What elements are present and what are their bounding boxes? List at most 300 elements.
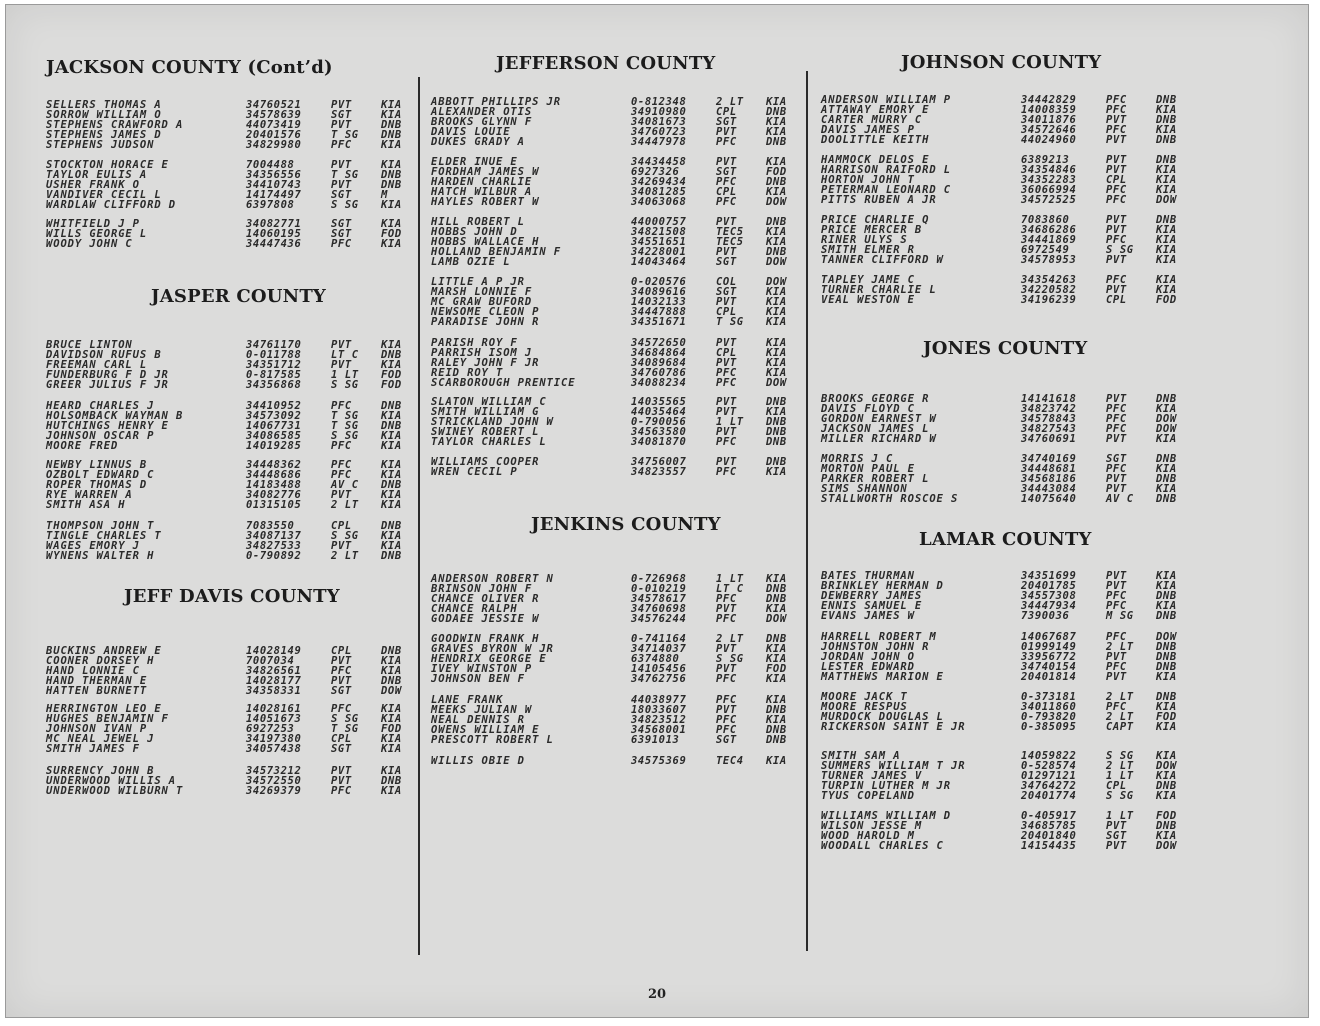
serial-number: 34351699 xyxy=(1021,570,1077,582)
status: DNB xyxy=(766,415,787,428)
rank: PVT xyxy=(1106,670,1127,683)
rank: TEC4 xyxy=(716,755,744,767)
status: DOW xyxy=(1156,631,1177,643)
serial-number: 34760691 xyxy=(1021,432,1077,445)
serial-number: 34447888 xyxy=(631,305,687,318)
casualty-row xyxy=(46,138,416,151)
rank: CAPT xyxy=(1106,720,1134,733)
rank: S SG xyxy=(1106,243,1134,256)
entry-group xyxy=(431,635,816,684)
entry-group xyxy=(821,276,1191,306)
rank: PVT xyxy=(716,405,737,418)
status: KIA xyxy=(381,218,402,230)
serial-number: 34441869 xyxy=(1021,233,1077,246)
serial-number: 34568186 xyxy=(1021,472,1077,485)
rank: S SG xyxy=(331,712,359,725)
rank: PVT xyxy=(716,156,737,168)
serial-number: 34447934 xyxy=(1021,599,1077,612)
name: DUKES GRADY A xyxy=(431,135,525,148)
status: DNB xyxy=(1156,609,1177,622)
name: HORTON JOHN T xyxy=(821,173,915,186)
name: NEWBY LINNUS B xyxy=(46,459,148,471)
status: DNB xyxy=(766,456,787,468)
name: HATCH WILBUR A xyxy=(431,185,533,198)
serial-number: 44035464 xyxy=(631,405,687,418)
status: KIA xyxy=(766,713,787,726)
status: DNB xyxy=(381,674,402,687)
name: PARRISH ISOM J xyxy=(431,346,533,359)
status: KIA xyxy=(1156,750,1177,762)
rank: PVT xyxy=(331,159,352,171)
serial-number: 0-790892 xyxy=(246,549,302,562)
rank: SGT xyxy=(331,742,352,755)
rank: SGT xyxy=(331,684,352,697)
serial-number: 34088234 xyxy=(631,376,687,389)
rank: CPL xyxy=(1106,293,1127,306)
name: BATES THURMAN xyxy=(821,570,915,582)
status: KIA xyxy=(766,346,787,359)
name: PARISH ROY F xyxy=(431,337,518,349)
status: KIA xyxy=(766,755,787,767)
name: HOBBS WALLACE H xyxy=(431,235,540,248)
serial-number: 34573092 xyxy=(246,409,302,422)
rank: PVT xyxy=(1106,253,1127,266)
name: MOORE FRED xyxy=(46,439,119,452)
casualty-row xyxy=(821,432,1191,445)
serial-number: 34447978 xyxy=(631,135,687,148)
status: DNB xyxy=(766,175,787,188)
rank: PFC xyxy=(1106,660,1127,673)
status: KIA xyxy=(766,694,787,706)
name: HOLSOMBACK WAYMAN B xyxy=(46,409,184,422)
name: VANDIVER CECIL L xyxy=(46,188,162,201)
name: HARDEN CHARLIE xyxy=(431,175,533,188)
serial-number: 7004488 xyxy=(246,159,295,171)
name: HEARD CHARLES J xyxy=(46,400,155,412)
entry-group xyxy=(431,98,816,147)
entry-group xyxy=(46,402,416,451)
serial-number: 34827543 xyxy=(1021,422,1077,435)
status: KIA xyxy=(1156,720,1177,733)
rank: PVT xyxy=(1106,482,1127,495)
status: KIA xyxy=(1156,183,1177,196)
name: TANNER CLIFFORD W xyxy=(821,253,944,266)
status: KIA xyxy=(766,465,787,478)
rank: PVT xyxy=(331,488,352,501)
entry-group xyxy=(431,458,816,478)
serial-number: 34910980 xyxy=(631,105,687,118)
status: DNB xyxy=(1156,154,1177,166)
casualty-row xyxy=(431,376,816,389)
rank: 2 LT xyxy=(1106,640,1134,653)
entry-group xyxy=(46,161,416,210)
status: KIA xyxy=(1156,670,1177,683)
name: PITTS RUBEN A JR xyxy=(821,193,937,206)
name: CARTER MURRY C xyxy=(821,113,923,126)
casualty-row xyxy=(46,742,416,755)
name: WILLS GEORGE L xyxy=(46,227,148,240)
rank: SGT xyxy=(1106,829,1127,842)
rank: PFC xyxy=(716,713,737,726)
county-heading-jackson-county-cont-d: JACKSON COUNTY (Cont’d) xyxy=(46,57,333,78)
name: SCARBOROUGH PRENTICE xyxy=(431,376,576,389)
serial-number: 33956772 xyxy=(1021,650,1077,663)
status: KIA xyxy=(766,285,787,298)
name: WHITFIELD J P xyxy=(46,218,140,230)
entry-group xyxy=(821,633,1191,682)
rank: TEC5 xyxy=(716,225,744,238)
name: TAYLOR CHARLES L xyxy=(431,435,547,448)
status: DNB xyxy=(1156,94,1177,106)
rank: 1 LT xyxy=(1106,769,1134,782)
name: RALEY JOHN F JR xyxy=(431,356,540,369)
status: KIA xyxy=(1156,243,1177,256)
serial-number: 0-793820 xyxy=(1021,710,1077,723)
name: HUGHES BENJAMIN F xyxy=(46,712,169,725)
rank: PVT xyxy=(716,356,737,369)
name: SMITH SAM A xyxy=(821,750,901,762)
name: HAND LONNIE C xyxy=(46,664,140,677)
serial-number: 34351671 xyxy=(631,315,687,328)
rank: T SG xyxy=(331,168,359,181)
name: GODAEE JESSIE W xyxy=(431,612,540,625)
serial-number: 34740154 xyxy=(1021,660,1077,673)
rank: PVT xyxy=(716,125,737,138)
entry-group xyxy=(821,752,1191,801)
serial-number: 34082771 xyxy=(246,218,302,230)
name: TURNER JAMES V xyxy=(821,769,923,782)
status: KIA xyxy=(381,703,402,715)
name: MORTON PAUL E xyxy=(821,462,915,475)
serial-number: 34760786 xyxy=(631,366,687,379)
name: HILL ROBERT L xyxy=(431,216,525,228)
name: WILLIAMS WILLIAM D xyxy=(821,810,951,822)
status: KIA xyxy=(766,305,787,318)
status: FOD xyxy=(766,662,787,675)
status: DNB xyxy=(1156,660,1177,673)
rank: PVT xyxy=(716,703,737,716)
rank: M SG xyxy=(1106,609,1134,622)
rank: S SG xyxy=(331,198,359,211)
serial-number: 20401814 xyxy=(1021,670,1077,683)
rank: PFC xyxy=(716,592,737,605)
name: DAVIS JAMES P xyxy=(821,123,915,136)
status: DOW xyxy=(1156,193,1177,206)
status: DNB xyxy=(766,723,787,736)
status: KIA xyxy=(381,765,402,777)
status: KIA xyxy=(1156,432,1177,445)
name: SMITH ASA H xyxy=(46,498,126,511)
serial-number: 01999149 xyxy=(1021,640,1077,653)
entry-group xyxy=(821,216,1191,265)
status: KIA xyxy=(766,573,787,585)
status: KIA xyxy=(381,108,402,121)
name: SMITH ELMER R xyxy=(821,243,915,256)
status: KIA xyxy=(381,529,402,542)
status: KIA xyxy=(766,315,787,328)
serial-number: 20401576 xyxy=(246,128,302,141)
rank: PFC xyxy=(1106,631,1127,643)
status: KIA xyxy=(1156,769,1177,782)
rank: S SG xyxy=(331,529,359,542)
serial-number: 34827533 xyxy=(246,539,302,552)
casualty-row xyxy=(46,198,416,211)
column-divider-left xyxy=(418,77,420,955)
rank: SGT xyxy=(331,227,352,240)
name: PARADISE JOHN R xyxy=(431,315,540,328)
status: FOD xyxy=(381,368,402,381)
name: HAYLES ROBERT W xyxy=(431,195,540,208)
serial-number: 14174497 xyxy=(246,188,302,201)
name: FUNDERBURG F D JR xyxy=(46,368,169,381)
rank: PVT xyxy=(716,602,737,615)
rank: PVT xyxy=(1106,650,1127,663)
status: KIA xyxy=(766,295,787,308)
serial-number: 14035565 xyxy=(631,396,687,408)
rank: PFC xyxy=(331,664,352,677)
rank: PVT xyxy=(331,774,352,787)
rank: PVT xyxy=(1106,472,1127,485)
rank: PFC xyxy=(1106,599,1127,612)
name: MATTHEWS MARION E xyxy=(821,670,944,683)
serial-number: 34089684 xyxy=(631,356,687,369)
status: KIA xyxy=(1156,789,1177,802)
name: SLATON WILLIAM C xyxy=(431,396,547,408)
rank: PFC xyxy=(1106,412,1127,425)
serial-number: 34352283 xyxy=(1021,173,1077,186)
name: JACKSON JAMES L xyxy=(821,422,930,435)
name: TAYLOR EULIS A xyxy=(46,168,148,181)
serial-number: 34351712 xyxy=(246,358,302,371)
rank: PFC xyxy=(331,138,352,151)
serial-number: 34557308 xyxy=(1021,589,1077,602)
casualty-row xyxy=(821,839,1191,852)
status: KIA xyxy=(381,488,402,501)
status: KIA xyxy=(766,115,787,128)
name: LANE FRANK xyxy=(431,694,504,706)
serial-number: 34572525 xyxy=(1021,193,1077,206)
rank: 1 LT xyxy=(1106,810,1134,822)
status: KIA xyxy=(381,339,402,351)
status: KIA xyxy=(1156,599,1177,612)
serial-number: 6397808 xyxy=(246,198,295,211)
status: KIA xyxy=(766,125,787,138)
rank: PVT xyxy=(331,339,352,351)
rank: S SG xyxy=(331,378,359,391)
serial-number: 14067687 xyxy=(1021,631,1077,643)
status: DNB xyxy=(381,128,402,141)
entry-group xyxy=(821,455,1191,504)
county-heading-jenkins-county: JENKINS COUNTY xyxy=(531,514,721,535)
name: LAMB OZIE L xyxy=(431,255,511,268)
entry-group xyxy=(431,398,816,447)
casualty-row xyxy=(431,465,816,478)
entry-group xyxy=(46,341,416,390)
serial-number: 7007034 xyxy=(246,654,295,667)
status: DNB xyxy=(1156,492,1177,505)
name: WAGES EMORY J xyxy=(46,539,140,552)
name: JOHNSTON JOHN R xyxy=(821,640,930,653)
rank: PVT xyxy=(331,674,352,687)
serial-number: 34578639 xyxy=(246,108,302,121)
name: STEPHENS JUDSON xyxy=(46,138,155,151)
name: PETERMAN LEONARD C xyxy=(821,183,951,196)
casualty-row xyxy=(46,237,416,250)
name: SUMMERS WILLIAM T JR xyxy=(821,759,966,772)
serial-number: 14154435 xyxy=(1021,839,1077,852)
status: DNB xyxy=(381,178,402,191)
rank: PFC xyxy=(1106,193,1127,206)
entry-group xyxy=(431,696,816,745)
serial-number: 0-726968 xyxy=(631,573,687,585)
name: DAVIS LOUIE xyxy=(431,125,511,138)
name: WILSON JESSE M xyxy=(821,819,923,832)
rank: PFC xyxy=(716,723,737,736)
rank: 2 LT xyxy=(1106,710,1134,723)
county-heading-jefferson-county: JEFFERSON COUNTY xyxy=(496,53,716,74)
rank: PVT xyxy=(331,99,352,111)
status: FOD xyxy=(381,378,402,391)
rank: PVT xyxy=(716,396,737,408)
rank: PVT xyxy=(331,358,352,371)
rank: PFC xyxy=(331,459,352,471)
serial-number: 34760698 xyxy=(631,602,687,615)
name: TINGLE CHARLES T xyxy=(46,529,162,542)
status: KIA xyxy=(1156,173,1177,186)
serial-number: 14183488 xyxy=(246,478,302,491)
casualty-row xyxy=(431,195,816,208)
entry-group xyxy=(821,693,1191,733)
status: KIA xyxy=(1156,482,1177,495)
status: DNB xyxy=(766,633,787,645)
status: DOW xyxy=(766,255,787,268)
serial-number: 34823512 xyxy=(631,713,687,726)
entry-group xyxy=(821,96,1191,145)
serial-number: 18033607 xyxy=(631,703,687,716)
rank: PFC xyxy=(1106,274,1127,286)
serial-number: 14105456 xyxy=(631,662,687,675)
status: KIA xyxy=(1156,163,1177,176)
county-heading-johnson-county: JOHNSON COUNTY xyxy=(901,52,1102,73)
rank: SGT xyxy=(1106,453,1127,465)
status: DOW xyxy=(1156,839,1177,852)
name: ANDERSON WILLIAM P xyxy=(821,94,951,106)
name: PARKER ROBERT L xyxy=(821,472,930,485)
status: DNB xyxy=(381,520,402,532)
status: FOD xyxy=(766,165,787,178)
rank: CPL xyxy=(716,185,737,198)
rank: PVT xyxy=(716,295,737,308)
name: ATTAWAY EMORY E xyxy=(821,103,930,116)
name: RYE WARREN A xyxy=(46,488,133,501)
casualty-row xyxy=(821,609,1191,622)
status: DNB xyxy=(381,348,402,361)
rank: PFC xyxy=(716,135,737,148)
status: DNB xyxy=(766,703,787,716)
serial-number: 34082776 xyxy=(246,488,302,501)
serial-number: 34011876 xyxy=(1021,113,1077,126)
serial-number: 20401840 xyxy=(1021,829,1077,842)
entry-group xyxy=(431,158,816,207)
rank: SGT xyxy=(716,285,737,298)
serial-number: 7390036 xyxy=(1021,609,1070,622)
status: DNB xyxy=(1156,779,1177,792)
serial-number: 0-817585 xyxy=(246,368,302,381)
status: KIA xyxy=(766,642,787,655)
rank: PFC xyxy=(716,435,737,448)
rank: CPL xyxy=(331,732,352,745)
serial-number: 0-373181 xyxy=(1021,691,1077,703)
entry-group xyxy=(46,220,416,250)
rank: PVT xyxy=(331,539,352,552)
rank: PVT xyxy=(1106,223,1127,236)
status: FOD xyxy=(381,227,402,240)
name: BUCKINS ANDREW E xyxy=(46,645,162,657)
name: MOORE RESPUS xyxy=(821,700,908,713)
status: KIA xyxy=(381,742,402,755)
serial-number: 20401774 xyxy=(1021,789,1077,802)
serial-number: 20401785 xyxy=(1021,579,1077,592)
status: DOW xyxy=(766,276,787,288)
serial-number: 34354846 xyxy=(1021,163,1077,176)
rank: PFC xyxy=(331,400,352,412)
status: FOD xyxy=(1156,293,1177,306)
serial-number: 34269379 xyxy=(246,784,302,797)
rank: S SG xyxy=(331,429,359,442)
serial-number: 34563580 xyxy=(631,425,687,438)
status: KIA xyxy=(381,429,402,442)
name: STEPHENS CRAWFORD A xyxy=(46,118,184,131)
name: MC GRAW BUFORD xyxy=(431,295,533,308)
status: DNB xyxy=(766,245,787,258)
rank: T SG xyxy=(331,419,359,432)
rank: CPL xyxy=(331,520,352,532)
name: MC NEAL JEWEL J xyxy=(46,732,155,745)
casualty-row xyxy=(821,492,1191,505)
rank: AV C xyxy=(331,478,359,491)
rank: PFC xyxy=(1106,94,1127,106)
serial-number: 34448686 xyxy=(246,468,302,481)
name: WARDLAW CLIFFORD D xyxy=(46,198,176,211)
rank: PFC xyxy=(331,237,352,250)
name: MURDOCK DOUGLAS L xyxy=(821,710,944,723)
status: DNB xyxy=(381,118,402,131)
name: MARSH LONNIE F xyxy=(431,285,533,298)
name: ANDERSON ROBERT N xyxy=(431,573,554,585)
name: PRESCOTT ROBERT L xyxy=(431,733,554,746)
status: KIA xyxy=(381,198,402,211)
rank: LT C xyxy=(331,348,359,361)
casualty-row xyxy=(821,253,1191,266)
rank: PVT xyxy=(1106,133,1127,146)
status: DOW xyxy=(766,376,787,389)
rank: 2 LT xyxy=(331,549,359,562)
rank: T SG xyxy=(331,722,359,735)
rank: AV C xyxy=(1106,492,1134,505)
serial-number: 6391013 xyxy=(631,733,680,746)
serial-number: 34826561 xyxy=(246,664,302,677)
name: BRINSON JOHN F xyxy=(431,582,533,595)
status: KIA xyxy=(766,672,787,685)
name: JOHNSON OSCAR P xyxy=(46,429,155,442)
serial-number: 34714037 xyxy=(631,642,687,655)
name: UNDERWOOD WILLIS A xyxy=(46,774,176,787)
serial-number: 0-812348 xyxy=(631,96,687,108)
entry-group xyxy=(821,572,1191,621)
serial-number: 6927326 xyxy=(631,165,680,178)
serial-number: 44073419 xyxy=(246,118,302,131)
rank: T SG xyxy=(716,315,744,328)
